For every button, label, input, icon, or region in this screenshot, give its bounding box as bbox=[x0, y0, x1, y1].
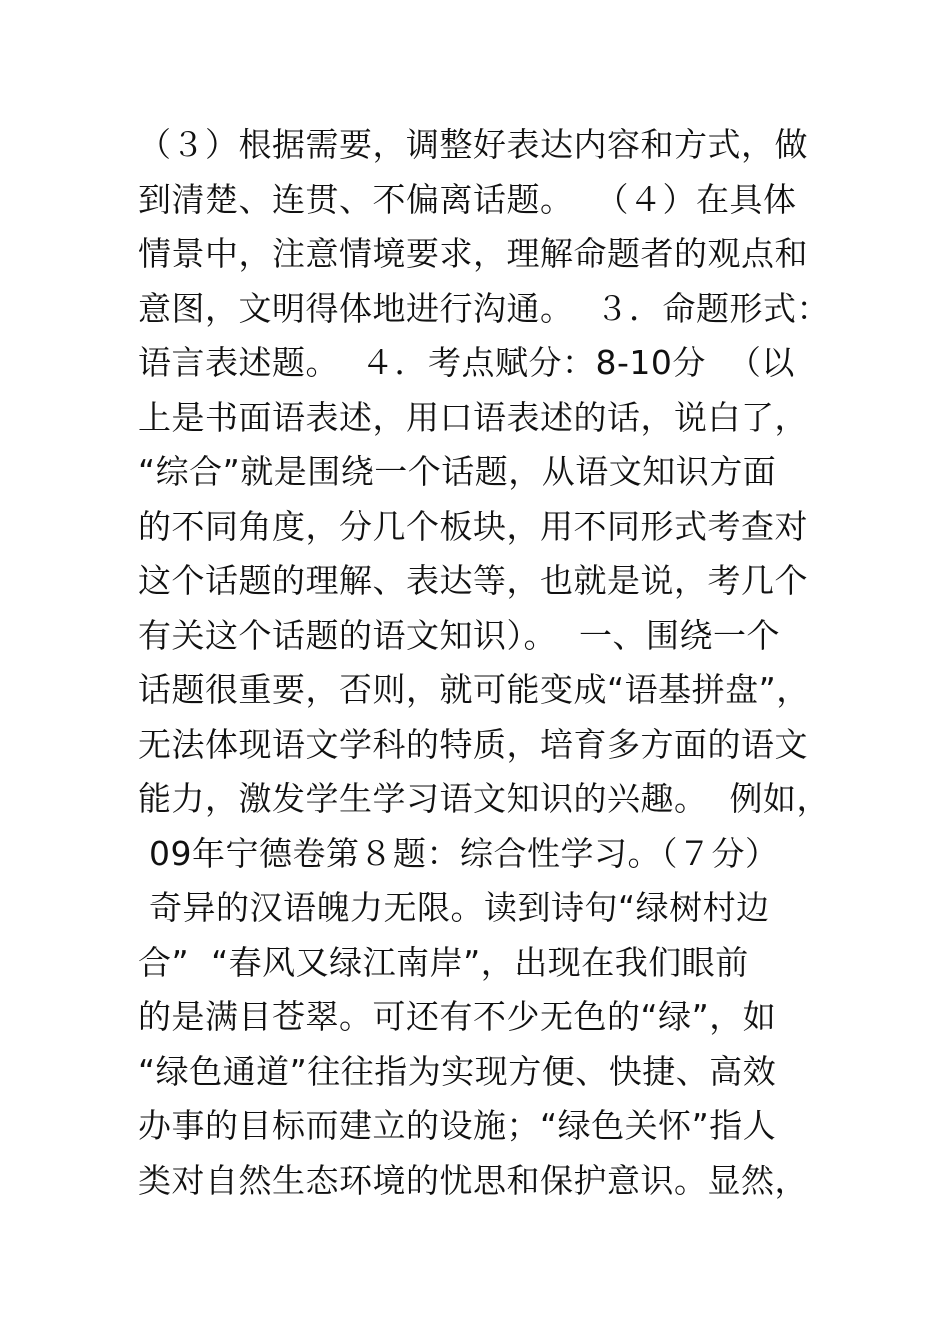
text-line: 这个话题的理解、表达等，也就是说，考几个 bbox=[138, 561, 808, 600]
text-line: 的是满目苍翠。可还有不少无色的“绿”，如 bbox=[138, 997, 777, 1036]
text-line: 无法体现语文学科的特质，培育多方面的语文 bbox=[138, 724, 808, 764]
text-line: “绿色通道”往往指为实现方便、快捷、高效 bbox=[138, 1051, 777, 1091]
text-line: 到清楚、连贯、不偏离话题。 （４）在具体 bbox=[138, 179, 797, 219]
text-line: 能力，激发学生学习语文知识的兴趣。 例如， bbox=[138, 779, 830, 818]
text-line: 合” “春风又绿江南岸”，出现在我们眼前 bbox=[138, 942, 749, 982]
text-line: 意图，文明得体地进行沟通。 ３．命题形式： bbox=[138, 288, 830, 328]
text-line: 09年宁德卷第８题：综合性学习。（７分） bbox=[138, 833, 779, 873]
text-line: “综合”就是围绕一个话题，从语文知识方面 bbox=[138, 452, 777, 491]
text-line: 类对自然生态环境的忧思和保护意识。显然， bbox=[138, 1160, 808, 1200]
text-line: 话题很重要，否则，就可能变成“语基拼盘”， bbox=[138, 670, 810, 709]
text-line: 的不同角度，分几个板块，用不同形式考查对 bbox=[138, 506, 808, 546]
text-line: 语言表述题。 ４．考点赋分：8-10分 （以 bbox=[138, 343, 795, 382]
body-text bbox=[138, 118, 838, 1208]
text-line: 情景中，注意情境要求，理解命题者的观点和 bbox=[138, 234, 808, 273]
text-line: 有关这个话题的语文知识）。 一、围绕一个 bbox=[138, 615, 780, 655]
text-line: 上是书面语表述，用口语表述的话，说白了， bbox=[138, 397, 808, 437]
text-line: 办事的目标而建立的设施；“绿色关怀”指人 bbox=[138, 1106, 777, 1145]
text-line: 奇异的汉语魄力无限。读到诗句“绿树村边 bbox=[138, 888, 770, 927]
text-line: （３）根据需要，调整好表达内容和方式，做 bbox=[138, 125, 808, 164]
